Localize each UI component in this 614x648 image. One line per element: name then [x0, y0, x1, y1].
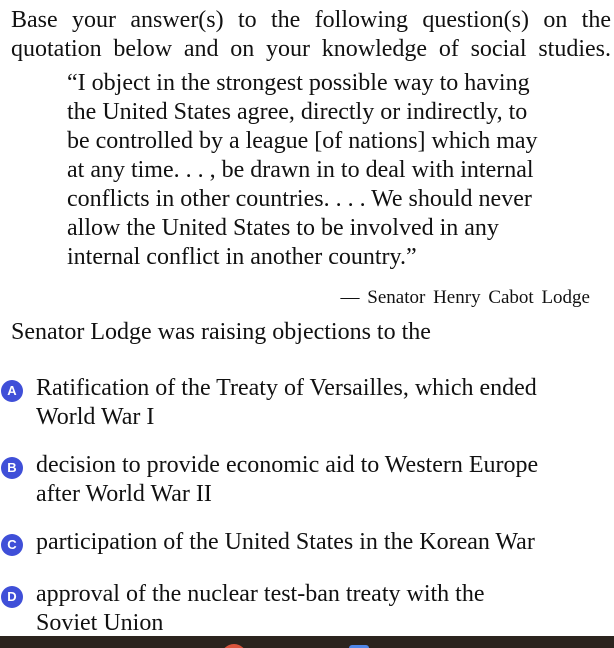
red-app-icon[interactable] [221, 644, 247, 648]
choice-text [36, 528, 596, 557]
choice-text-line: after World War II [36, 481, 212, 507]
quote-line: conflicts in other countries. . . . We should never [67, 186, 532, 212]
choice-letter-badge: C [1, 534, 23, 556]
choice-text-line: Ratification of the Treaty of Versailles, which ended [36, 375, 537, 401]
choice-text-line: World War I [36, 404, 155, 430]
choice-letter-badge: A [1, 380, 23, 402]
quotation [67, 69, 587, 272]
instructions-line: Base your answer(s) to the following question(s) on the [11, 7, 611, 33]
quote-line: at any time. . . , be drawn in to deal with internal [67, 157, 534, 183]
choice-letter-badge: D [1, 586, 23, 608]
quote-line: the United States agree, directly or indirectly, to [67, 99, 528, 125]
choice-text [36, 374, 596, 432]
quote-line: “I object in the strongest possible way to having [67, 70, 530, 96]
choice-text-line: decision to provide economic aid to Western Europe [36, 452, 539, 478]
choice-text [36, 580, 596, 638]
choice-text-line: participation of the United States in the Korean War [36, 529, 535, 555]
quote-line: allow the United States to be involved in any [67, 215, 499, 241]
choice-letter-badge: B [1, 457, 23, 479]
instructions [11, 6, 611, 64]
choice-text [36, 451, 596, 509]
instructions-line: quotation below and on your knowledge of social studies. [11, 36, 611, 62]
quote-line: be controlled by a league [of nations] which may [67, 128, 538, 154]
quote-line: internal conflict in another country.” [67, 244, 417, 270]
choice-text-line: Soviet Union [36, 610, 164, 636]
question-stem: Senator Lodge was raising objections to the [11, 319, 431, 345]
quote-attribution: — Senator Henry Cabot Lodge [340, 287, 590, 308]
bottom-taskbar [0, 636, 614, 648]
choice-text-line: approval of the nuclear test-ban treaty with the [36, 581, 485, 607]
